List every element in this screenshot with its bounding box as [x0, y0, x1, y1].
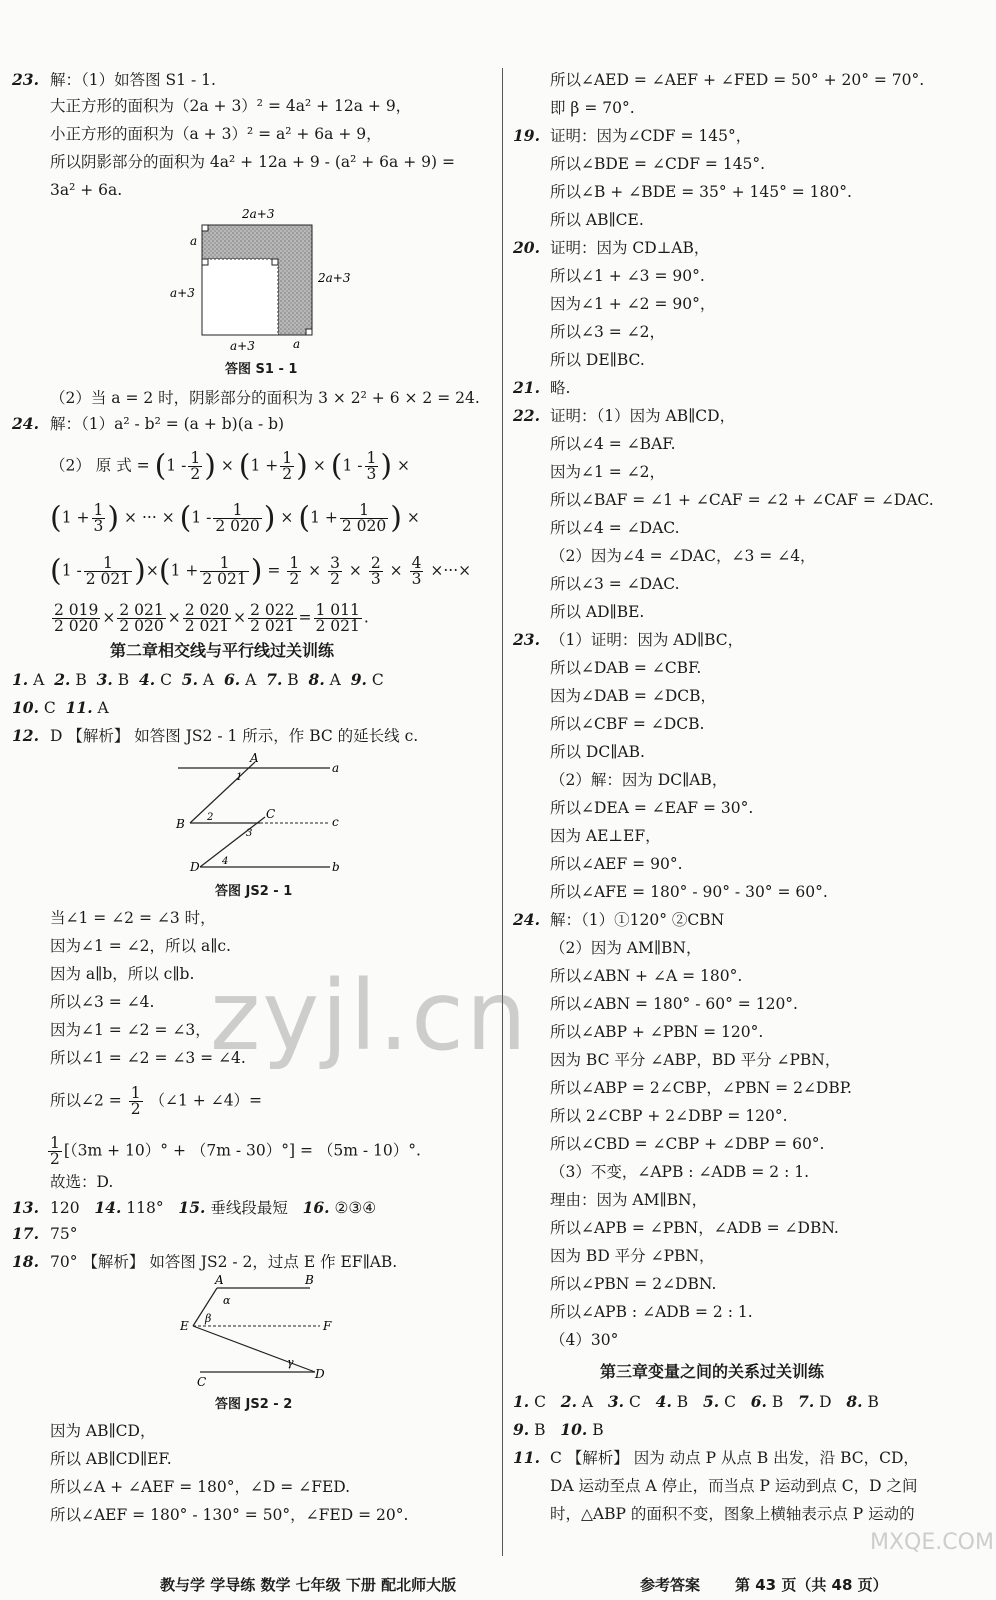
text-line: 因为∠1 + ∠2 = 90°， — [550, 295, 716, 313]
answer-20: 20. 证明：因为 CD⊥AB， — [513, 238, 710, 257]
text-line: （2）因为 AM∥BN， — [550, 939, 702, 957]
text-line: 因为∠1 = ∠2 = ∠3， — [50, 1021, 211, 1039]
answer-23: 23. 解：（1）如答图 S1 - 1. — [12, 70, 216, 89]
answer-24: 24. 解：（1）a² - b² = (a + b)(a - b) — [12, 414, 285, 433]
text-line: 因为 AE⊥EF， — [550, 827, 661, 845]
fig-label: C — [197, 1375, 207, 1389]
figure-caption: 答图 S1 - 1 — [225, 362, 298, 377]
text-line: 所以 AD∥BE. — [550, 603, 645, 621]
text-line: 所以∠CBF = ∠DCB. — [550, 715, 705, 733]
text-line: 所以阴影部分的面积为 4a² + 12a + 9 - (a² + 6a + 9) = — [50, 153, 455, 171]
text-line: 所以∠DAB = ∠CBF. — [550, 659, 702, 677]
text-line: 所以 DE∥BC. — [550, 351, 645, 369]
math-line: $\frac{2 019}{2 020}$ × $\frac{2 021}{2 020}$ × $\frac{2 020}{2 021}$ × $\frac{2 022}{2 021}$ = $\frac{1 011}{2 021}$ . — [54, 601, 369, 635]
text-line: 因为∠1 = ∠2， — [550, 463, 666, 481]
footer-section: 参考答案 — [640, 1576, 701, 1594]
text-line: （4）30° — [550, 1331, 619, 1349]
figure-js2-2 — [175, 1270, 350, 1390]
text-line: 所以∠ABN + ∠A = 180°. — [550, 967, 743, 985]
fig-label: 3 — [246, 828, 253, 839]
text-line: 所以∠BAF = ∠1 + ∠CAF = ∠2 + ∠CAF = ∠DAC. — [550, 491, 934, 509]
text-line: 所以∠AEF = 180° - 130° = 50°，∠FED = 20°. — [50, 1506, 409, 1524]
fig-label: E — [180, 1319, 189, 1333]
answer-21: 21. 略. — [513, 378, 571, 397]
figure-s1-1 — [160, 200, 360, 350]
fig-label: F — [323, 1319, 332, 1333]
footer-book-title: 教与学 学导练 数学 七年级 下册 配北师大版 — [160, 1576, 457, 1594]
fig-label: C — [266, 807, 276, 821]
fig-label: a+3 — [230, 339, 255, 350]
text-line: 小正方形的面积为（a + 3）² = a² + 6a + 9， — [50, 125, 382, 143]
text-line: 因为∠DAB = ∠DCB， — [550, 687, 717, 705]
text-line: 所以∠BDE = ∠CDF = 145°. — [550, 155, 766, 173]
text-line: 因为 BD 平分 ∠PBN， — [550, 1247, 715, 1265]
text-line: 所以∠A + ∠AEF = 180°，∠D = ∠FED. — [50, 1478, 351, 1496]
text-line: 时，△ABP 的面积不变，图象上横轴表示点 P 运动的 — [550, 1505, 915, 1523]
text-line: 当∠1 = ∠2 = ∠3 时， — [50, 909, 216, 927]
fig-label: α — [223, 1294, 231, 1307]
mc-answers: 10. C 11. A — [12, 698, 109, 717]
watermark: zyjl.cn — [210, 960, 529, 1072]
fig-label: c — [332, 815, 339, 829]
text-line: 所以 AB∥CE. — [550, 211, 644, 229]
text-line: 所以∠3 = ∠4. — [50, 993, 155, 1011]
figure-js2-1 — [170, 750, 350, 875]
fig-label: b — [332, 860, 340, 874]
fig-label: 4 — [222, 856, 229, 867]
text-line: （2）因为∠4 = ∠DAC，∠3 = ∠4， — [550, 547, 816, 565]
fig-label: a+3 — [170, 286, 195, 300]
answers-13-16: 13. 120 14. 118° 15. 垂线段最短 16. ②③④ — [12, 1198, 377, 1217]
text-line: （3）不变，∠APB : ∠ADB = 2 : 1. — [550, 1163, 810, 1181]
text-line: 所以∠4 = ∠DAC. — [550, 519, 680, 537]
text-line: 所以 2∠CBP + 2∠DBP = 120°. — [550, 1107, 788, 1125]
text-line: 所以∠AFE = 180° - 90° - 30° = 60°. — [550, 883, 828, 901]
text-line: 理由：因为 AM∥BN， — [550, 1191, 708, 1209]
text-line: 因为 a∥b，所以 c∥b. — [50, 965, 195, 983]
fig-label: a — [332, 761, 340, 775]
answer-24: 24. 解：（1）①120° ②CBN — [513, 910, 725, 929]
fig-label: 1 — [236, 772, 243, 783]
text-line: 所以 AB∥CD∥EF. — [50, 1450, 172, 1468]
text-line: DA 运动至点 A 停止，而当点 P 运动到点 C，D 之间 — [550, 1477, 918, 1495]
text-line: 所以∠DEA = ∠EAF = 30°. — [550, 799, 754, 817]
text-line: 所以∠3 = ∠DAC. — [550, 575, 680, 593]
fig-label: β — [205, 1312, 212, 1325]
fig-label: A — [250, 751, 259, 765]
footer-page-number: 第 43 页（共 48 页） — [735, 1576, 888, 1594]
text-line: 所以∠APB = ∠PBN，∠ADB = ∠DBN. — [550, 1219, 839, 1237]
text-line: 因为 BC 平分 ∠ABP，BD 平分 ∠PBN， — [550, 1051, 841, 1069]
math-line: $\frac{1}{2}$ [（3m + 10）° + （7m - 30）°] = （5m - 10）°. — [50, 1134, 421, 1168]
text-line: 所以∠ABP + ∠PBN = 120°. — [550, 1023, 764, 1041]
text-line: 大正方形的面积为（2a + 3）² = 4a² + 12a + 9， — [50, 97, 412, 115]
text-line: 故选：D. — [50, 1173, 114, 1191]
text-line: 所以∠APB : ∠ADB = 2 : 1. — [550, 1303, 753, 1321]
figure-caption: 答图 JS2 - 1 — [215, 884, 293, 899]
text-line: 所以∠1 = ∠2 = ∠3 = ∠4. — [50, 1049, 246, 1067]
math-line: 所以∠2 = $\frac{1}{2}$ （∠1 + ∠4）= — [50, 1084, 263, 1118]
text-line: 所以∠AED = ∠AEF + ∠FED = 50° + 20° = 70°. — [550, 71, 925, 89]
text-line: 所以∠4 = ∠BAF. — [550, 435, 676, 453]
text-line: 因为 AB∥CD， — [50, 1422, 156, 1440]
math-line: (1 + $\frac{1}{3}$ ) × ··· × (1 - $\frac{1}{2 020}$ ) × (1 + $\frac{1}{2 020}$ ) × — [50, 500, 420, 536]
math-line: (1 - $\frac{1}{2 021}$ )×(1 + $\frac{1}{2 021}$ ) = $\frac{1}{2}$ × $\frac{3}{2}$ × $\frac{2}{3}$ × $\frac{4}{3}$ ×···× — [50, 553, 472, 589]
text-line: 所以 DC∥AB. — [550, 743, 645, 761]
fig-label: 2a+3 — [318, 271, 351, 285]
answer-22: 22. 证明：（1）因为 AB∥CD， — [513, 406, 736, 425]
column-divider — [502, 68, 503, 1556]
section-title: 第三章变量之间的关系过关训练 — [600, 1362, 825, 1381]
answer-23: 23. （1）证明：因为 AD∥BC， — [513, 630, 744, 649]
answer-11: 11. C 【解析】 因为 动点 P 从点 B 出发，沿 BC，CD， — [513, 1448, 919, 1467]
text-line: 所以∠3 = ∠2， — [550, 323, 666, 341]
text-line: 所以∠AEF = 90°. — [550, 855, 683, 873]
answer-12: 12. D 【解析】 如答图 JS2 - 1 所示，作 BC 的延长线 c. — [12, 726, 419, 745]
fig-label: B — [305, 1273, 314, 1287]
text-line: （2）解：因为 DC∥AB， — [550, 771, 728, 789]
section-title: 第二章相交线与平行线过关训练 — [110, 641, 335, 660]
fig-label: D — [190, 860, 200, 874]
fig-label: a — [190, 234, 198, 248]
mc-answers: 9. B 10. B — [513, 1420, 604, 1439]
watermark-corner: MXQE.COM — [870, 1530, 994, 1555]
text-line: （2）当 a = 2 时，阴影部分的面积为 3 × 2² + 6 × 2 = 24. — [50, 389, 480, 407]
text-line: 所以∠1 + ∠3 = 90°. — [550, 267, 705, 285]
mc-answers: 1. C 2. A 3. C 4. B 5. C 6. B 7. D 8. B — [513, 1392, 879, 1411]
answer-19: 19. 证明：因为∠CDF = 145°， — [513, 126, 752, 145]
answer-18: 18. 70° 【解析】 如答图 JS2 - 2，过点 E 作 EF∥AB. — [12, 1252, 398, 1271]
mc-answers: 1. A 2. B 3. B 4. C 5. A 6. A 7. B 8. A 9. C — [12, 670, 384, 689]
fig-label: D — [315, 1367, 325, 1381]
text-line: 即 β = 70°. — [550, 99, 635, 117]
text-line: 因为∠1 = ∠2，所以 a∥c. — [50, 937, 231, 955]
fig-label: a — [293, 337, 301, 350]
text-line: 所以∠PBN = 2∠DBN. — [550, 1275, 717, 1293]
math-line: （2） 原 式 = (1 - $\frac{1}{2}$ ) × (1 + $\frac{1}{2}$ ) × (1 - $\frac{1}{3}$ ) × — [50, 448, 411, 484]
fig-label: 2 — [207, 812, 214, 823]
text-line: 所以∠CBD = ∠CBP + ∠DBP = 60°. — [550, 1135, 825, 1153]
fig-label: 2a+3 — [242, 207, 275, 221]
fig-label: γ — [287, 1356, 294, 1369]
figure-caption: 答图 JS2 - 2 — [215, 1397, 293, 1412]
fig-label: A — [215, 1273, 224, 1287]
text-line: 所以∠ABP = 2∠CBP，∠PBN = 2∠DBP. — [550, 1079, 852, 1097]
text-line: 所以∠ABN = 180° - 60° = 120°. — [550, 995, 798, 1013]
text-line: 所以∠B + ∠BDE = 35° + 145° = 180°. — [550, 183, 852, 201]
answer-17: 17. 75° — [12, 1224, 78, 1243]
fig-label: B — [176, 817, 185, 831]
text-line: 3a² + 6a. — [50, 181, 123, 199]
